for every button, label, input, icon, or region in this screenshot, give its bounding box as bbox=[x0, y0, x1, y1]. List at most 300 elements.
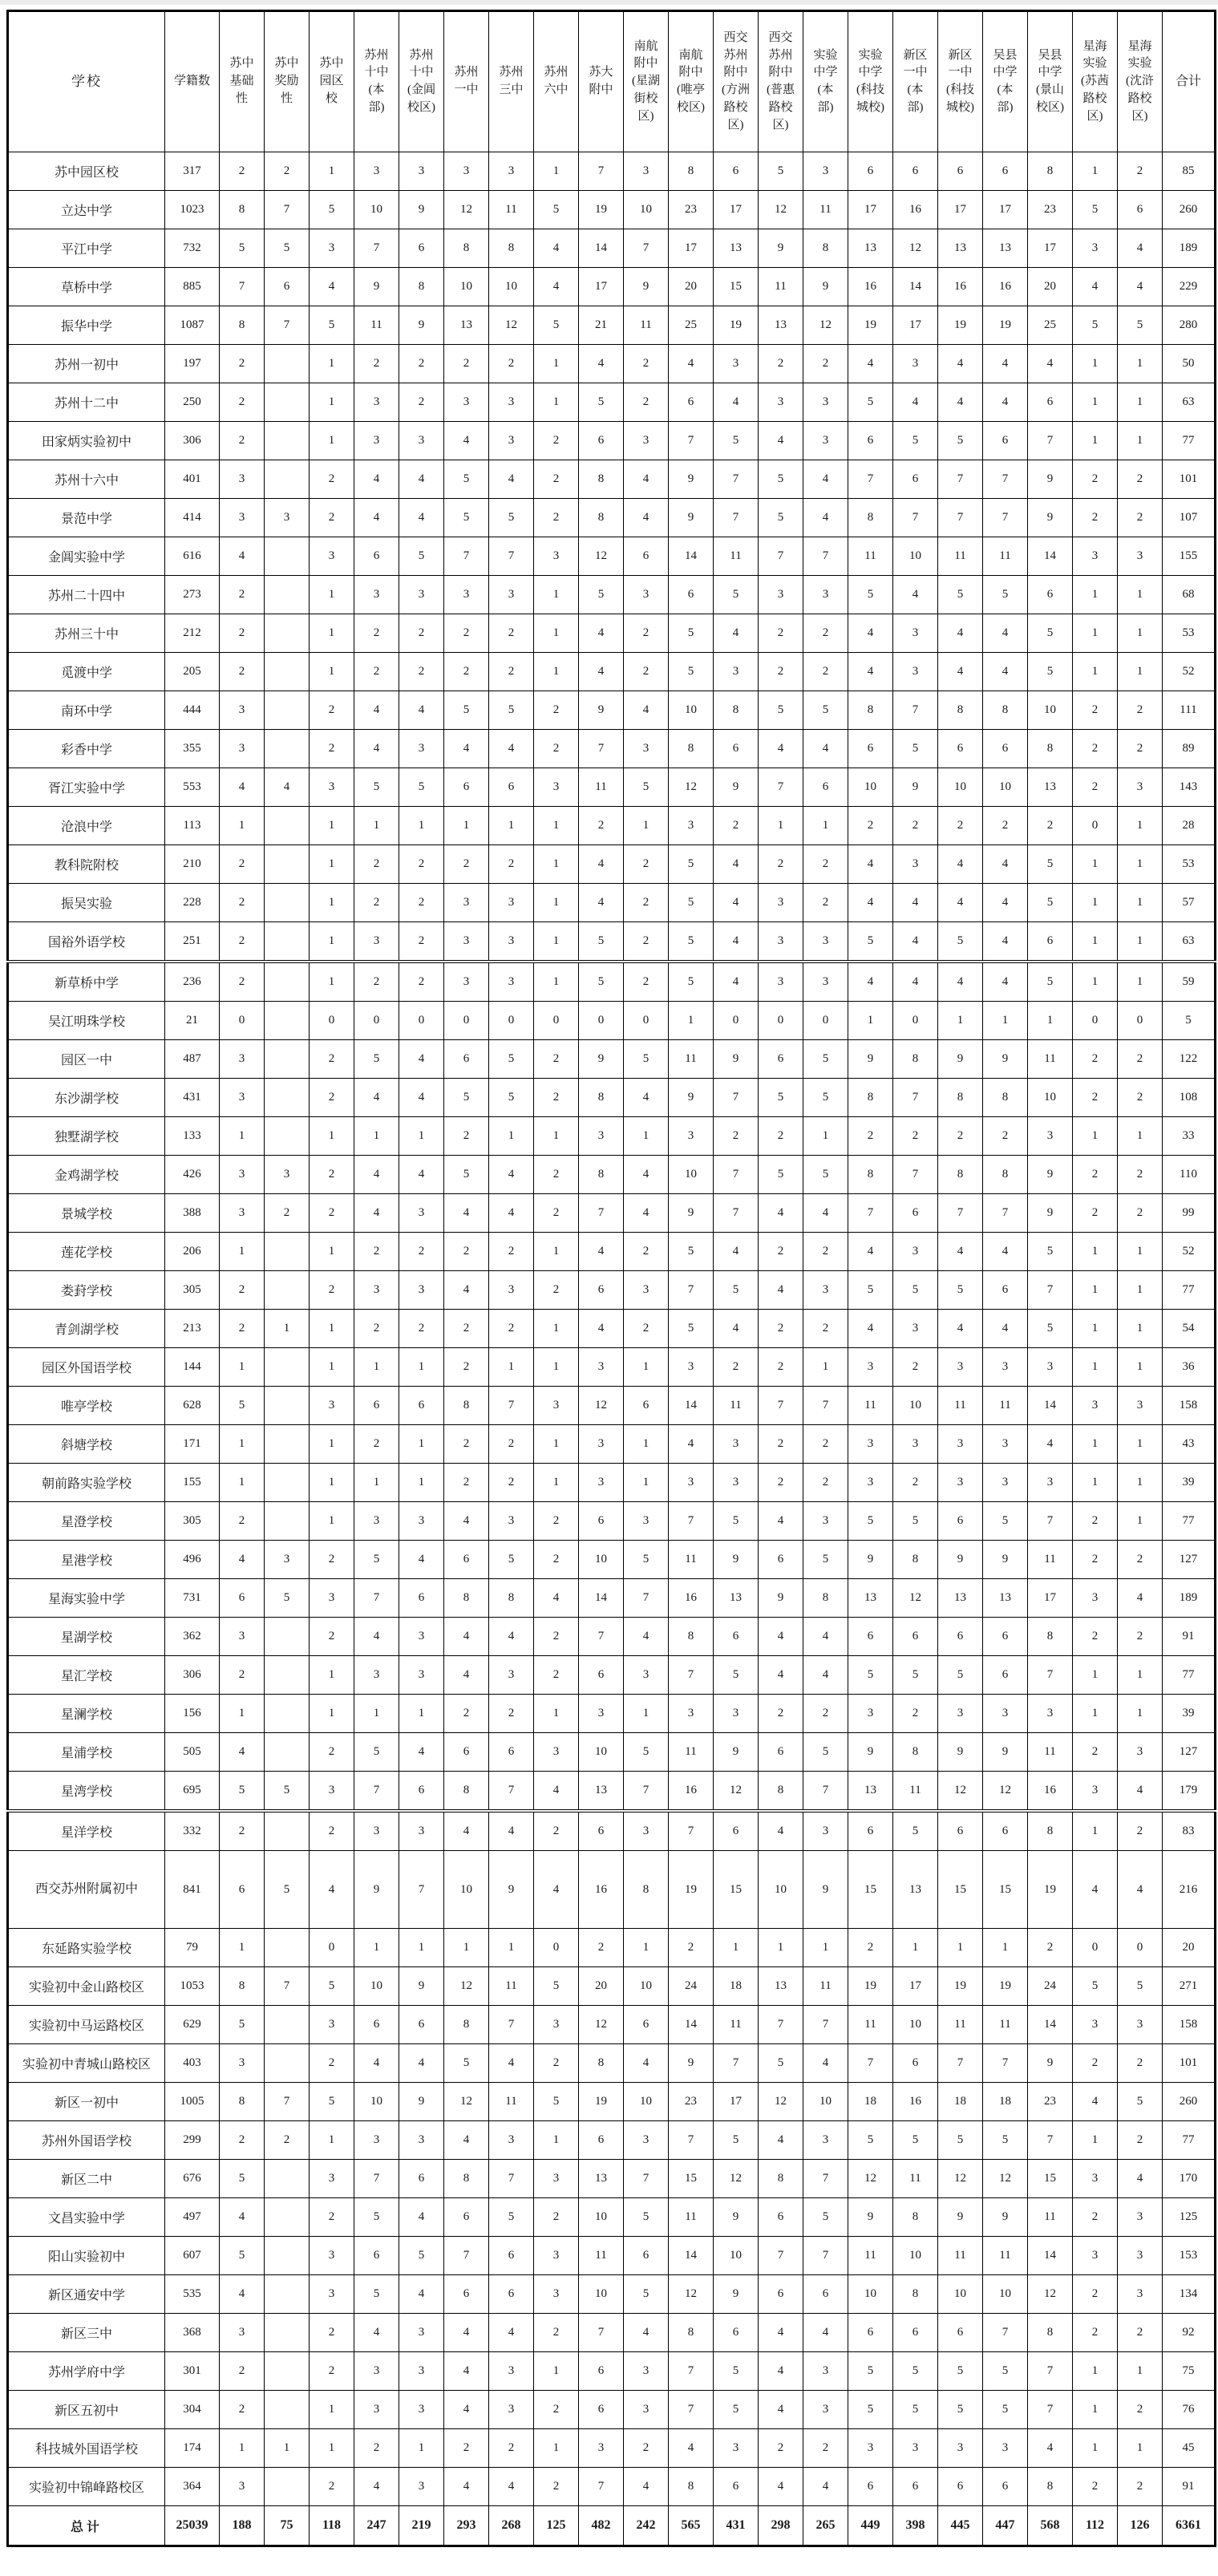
value-cell: 5 bbox=[893, 1656, 938, 1695]
value-cell: 5 bbox=[624, 1541, 669, 1579]
value-cell: 9 bbox=[938, 1733, 983, 1772]
value-cell: 158 bbox=[1163, 2006, 1216, 2044]
header-destination-school: 苏州一中 bbox=[444, 11, 489, 152]
value-cell: 6 bbox=[848, 2314, 893, 2352]
header-destination-school: 西交苏州附中(普惠路校区) bbox=[759, 11, 803, 152]
value-cell: 12 bbox=[489, 306, 534, 345]
value-cell: 2 bbox=[669, 1929, 714, 1967]
value-cell: 7 bbox=[669, 1656, 714, 1695]
value-cell: 1 bbox=[534, 2352, 579, 2391]
value-cell: 11 bbox=[983, 2006, 1028, 2044]
value-cell: 10 bbox=[444, 1851, 489, 1929]
value-cell: 2 bbox=[220, 422, 265, 460]
value-cell: 5 bbox=[310, 191, 354, 229]
value-cell: 3 bbox=[489, 422, 534, 460]
value-cell: 4 bbox=[624, 1194, 669, 1233]
value-cell: 4 bbox=[759, 1656, 803, 1695]
value-cell: 3 bbox=[534, 2275, 579, 2314]
header-destination-school: 西交苏州附中(方洲路校区) bbox=[714, 11, 759, 152]
value-cell: 12 bbox=[759, 2083, 803, 2121]
value-cell: 16 bbox=[579, 1851, 624, 1929]
value-cell: 3 bbox=[354, 1502, 399, 1541]
value-cell: 2 bbox=[759, 345, 803, 383]
header-destination-school: 星海实验(苏茜路校区) bbox=[1073, 11, 1118, 152]
value-cell: 4 bbox=[354, 730, 399, 768]
value-cell: 6 bbox=[893, 2468, 938, 2506]
value-cell: 4 bbox=[489, 460, 534, 499]
value-cell: 2 bbox=[534, 1194, 579, 1233]
value-cell: 2 bbox=[399, 845, 444, 884]
value-cell: 5 bbox=[759, 2044, 803, 2083]
value-cell: 7 bbox=[938, 1194, 983, 1233]
value-cell: 6 bbox=[669, 383, 714, 422]
value-cell: 3 bbox=[220, 460, 265, 499]
value-cell: 23 bbox=[1028, 191, 1073, 229]
header-registration-count: 学籍数 bbox=[165, 11, 220, 152]
value-cell: 77 bbox=[1163, 1502, 1216, 1541]
value-cell: 13 bbox=[983, 229, 1028, 268]
value-cell: 5 bbox=[803, 1156, 848, 1194]
value-cell: 8 bbox=[848, 1156, 893, 1194]
table-row bbox=[8, 499, 1216, 537]
value-cell: 6 bbox=[579, 1656, 624, 1695]
value-cell bbox=[265, 2275, 310, 2314]
value-cell: 4 bbox=[938, 614, 983, 653]
value-cell: 9 bbox=[714, 1733, 759, 1772]
value-cell bbox=[265, 1079, 310, 1117]
value-cell: 1 bbox=[534, 152, 579, 191]
value-cell: 4 bbox=[848, 653, 893, 691]
value-cell: 1 bbox=[1118, 845, 1163, 884]
value-cell: 7 bbox=[714, 2044, 759, 2083]
school-name-cell: 文昌实验中学 bbox=[8, 2198, 165, 2237]
value-cell: 1 bbox=[1118, 576, 1163, 614]
value-cell: 1 bbox=[220, 1929, 265, 1967]
value-cell: 9 bbox=[399, 191, 444, 229]
value-cell: 11 bbox=[669, 2198, 714, 2237]
value-cell: 2 bbox=[534, 1541, 579, 1579]
value-cell: 5 bbox=[669, 922, 714, 962]
value-cell: 3 bbox=[714, 653, 759, 691]
value-cell: 4 bbox=[938, 1233, 983, 1271]
header-destination-school: 苏州六中 bbox=[534, 11, 579, 152]
value-cell: 1005 bbox=[165, 2083, 220, 2121]
value-cell: 8 bbox=[669, 2468, 714, 2506]
value-cell: 1 bbox=[1073, 1348, 1118, 1387]
value-cell: 9 bbox=[714, 2198, 759, 2237]
value-cell: 1 bbox=[220, 1233, 265, 1271]
value-cell: 5 bbox=[1028, 884, 1073, 922]
value-cell: 13 bbox=[759, 306, 803, 345]
value-cell: 10 bbox=[354, 1967, 399, 2006]
value-cell: 5 bbox=[803, 1733, 848, 1772]
value-cell: 1 bbox=[624, 1464, 669, 1502]
value-cell: 1 bbox=[310, 962, 354, 1002]
value-cell: 2 bbox=[759, 1695, 803, 1733]
value-cell: 2 bbox=[534, 2468, 579, 2506]
value-cell: 3 bbox=[983, 1464, 1028, 1502]
value-cell: 5 bbox=[759, 691, 803, 730]
school-name-cell: 斜塘学校 bbox=[8, 1425, 165, 1464]
school-name-cell: 科技城外国语学校 bbox=[8, 2429, 165, 2468]
value-cell: 4 bbox=[803, 2468, 848, 2506]
value-cell: 841 bbox=[165, 1851, 220, 1929]
value-cell: 216 bbox=[1163, 1851, 1216, 1929]
value-cell: 2 bbox=[399, 614, 444, 653]
value-cell: 3 bbox=[220, 1040, 265, 1079]
value-cell: 9 bbox=[983, 1541, 1028, 1579]
value-cell: 2 bbox=[579, 807, 624, 845]
school-quota-allocation-table bbox=[6, 10, 1216, 2547]
school-name-cell: 振吴实验 bbox=[8, 884, 165, 922]
value-cell: 11 bbox=[938, 2006, 983, 2044]
value-cell: 2 bbox=[220, 152, 265, 191]
value-cell: 4 bbox=[893, 962, 938, 1002]
table-row bbox=[8, 1348, 1216, 1387]
value-cell: 9 bbox=[624, 268, 669, 306]
value-cell: 8 bbox=[220, 191, 265, 229]
value-cell: 629 bbox=[165, 2006, 220, 2044]
value-cell: 2 bbox=[893, 807, 938, 845]
value-cell: 1 bbox=[534, 2429, 579, 2468]
value-cell: 3 bbox=[759, 884, 803, 922]
value-cell: 7 bbox=[759, 2006, 803, 2044]
value-cell: 8 bbox=[444, 2006, 489, 2044]
value-cell: 11 bbox=[938, 537, 983, 576]
value-cell: 4 bbox=[354, 2044, 399, 2083]
value-cell: 2 bbox=[220, 614, 265, 653]
value-cell: 1 bbox=[354, 1695, 399, 1733]
value-cell: 2 bbox=[1073, 1502, 1118, 1541]
value-cell: 5 bbox=[893, 2352, 938, 2391]
value-cell: 5 bbox=[220, 1772, 265, 1812]
value-cell: 9 bbox=[938, 2198, 983, 2237]
value-cell: 7 bbox=[624, 2160, 669, 2198]
value-cell: 0 bbox=[444, 1002, 489, 1040]
value-cell: 7 bbox=[714, 460, 759, 499]
value-cell: 2 bbox=[399, 653, 444, 691]
table-row bbox=[8, 1967, 1216, 2006]
value-cell: 59 bbox=[1163, 962, 1216, 1002]
value-cell: 2 bbox=[893, 1464, 938, 1502]
value-cell: 2 bbox=[983, 1117, 1028, 1156]
value-cell: 6 bbox=[399, 1772, 444, 1812]
value-cell: 4 bbox=[714, 614, 759, 653]
value-cell: 12 bbox=[893, 1579, 938, 1618]
value-cell: 6 bbox=[354, 537, 399, 576]
value-cell: 3 bbox=[489, 922, 534, 962]
value-cell: 6 bbox=[489, 768, 534, 807]
school-name-cell: 星湾学校 bbox=[8, 1772, 165, 1812]
value-cell: 1 bbox=[534, 962, 579, 1002]
value-cell: 210 bbox=[165, 845, 220, 884]
value-cell: 2 bbox=[354, 653, 399, 691]
value-cell: 10 bbox=[848, 2275, 893, 2314]
value-cell: 12 bbox=[759, 191, 803, 229]
school-name-cell: 西交苏州附属初中 bbox=[8, 1851, 165, 1929]
value-cell: 3 bbox=[399, 2121, 444, 2160]
value-cell: 205 bbox=[165, 653, 220, 691]
value-cell: 4 bbox=[489, 1156, 534, 1194]
value-cell: 5 bbox=[354, 1541, 399, 1579]
value-cell: 155 bbox=[165, 1464, 220, 1502]
value-cell: 7 bbox=[489, 1387, 534, 1425]
value-cell: 5 bbox=[1118, 1967, 1163, 2006]
value-cell: 5 bbox=[938, 1271, 983, 1310]
value-cell: 3 bbox=[983, 1425, 1028, 1464]
value-cell: 3 bbox=[399, 1811, 444, 1851]
value-cell: 3 bbox=[1118, 2198, 1163, 2237]
value-cell: 11 bbox=[983, 537, 1028, 576]
value-cell: 5 bbox=[579, 922, 624, 962]
header-destination-school: 新区一中(科技城校) bbox=[938, 11, 983, 152]
value-cell: 2 bbox=[354, 2429, 399, 2468]
table-row bbox=[8, 2083, 1216, 2121]
value-cell: 1 bbox=[534, 845, 579, 884]
table-row bbox=[8, 884, 1216, 922]
value-cell: 3 bbox=[624, 1271, 669, 1310]
value-cell: 4 bbox=[579, 345, 624, 383]
value-cell bbox=[265, 1733, 310, 1772]
table-row bbox=[8, 1117, 1216, 1156]
value-cell: 8 bbox=[848, 691, 893, 730]
value-cell: 1 bbox=[1073, 1695, 1118, 1733]
value-cell: 2 bbox=[1073, 1541, 1118, 1579]
value-cell: 7 bbox=[579, 152, 624, 191]
value-cell: 2 bbox=[534, 1618, 579, 1656]
value-cell: 6 bbox=[938, 1502, 983, 1541]
value-cell: 6 bbox=[444, 1733, 489, 1772]
value-cell: 2 bbox=[444, 1464, 489, 1502]
value-cell: 212 bbox=[165, 614, 220, 653]
value-cell: 2 bbox=[399, 922, 444, 962]
value-cell: 11 bbox=[1028, 1733, 1073, 1772]
value-cell: 8 bbox=[1028, 2468, 1073, 2506]
value-cell: 2 bbox=[1118, 691, 1163, 730]
value-cell: 3 bbox=[220, 1079, 265, 1117]
value-cell: 4 bbox=[669, 2429, 714, 2468]
table-row bbox=[8, 691, 1216, 730]
value-cell: 3 bbox=[1073, 2237, 1118, 2275]
value-cell: 676 bbox=[165, 2160, 220, 2198]
value-cell: 5 bbox=[444, 1156, 489, 1194]
value-cell: 6 bbox=[714, 2468, 759, 2506]
value-cell: 6 bbox=[938, 152, 983, 191]
value-cell: 10 bbox=[579, 2275, 624, 2314]
value-cell: 2 bbox=[534, 1811, 579, 1851]
value-cell: 9 bbox=[714, 2275, 759, 2314]
value-cell: 3 bbox=[489, 2352, 534, 2391]
value-cell: 2 bbox=[534, 1656, 579, 1695]
value-cell: 4 bbox=[848, 884, 893, 922]
value-cell: 4 bbox=[1118, 268, 1163, 306]
value-cell: 1 bbox=[310, 2429, 354, 2468]
value-cell: 2 bbox=[1073, 1040, 1118, 1079]
value-cell: 4 bbox=[220, 1541, 265, 1579]
value-cell: 4 bbox=[354, 1618, 399, 1656]
value-cell: 3 bbox=[893, 2429, 938, 2468]
value-cell: 11 bbox=[938, 1387, 983, 1425]
value-cell: 5 bbox=[489, 1079, 534, 1117]
value-cell: 2 bbox=[624, 845, 669, 884]
value-cell: 12 bbox=[803, 306, 848, 345]
value-cell: 4 bbox=[803, 730, 848, 768]
value-cell: 2 bbox=[1028, 807, 1073, 845]
value-cell: 2 bbox=[310, 691, 354, 730]
value-cell: 10 bbox=[354, 191, 399, 229]
value-cell: 6 bbox=[848, 422, 893, 460]
value-cell: 7 bbox=[669, 1271, 714, 1310]
value-cell: 6 bbox=[1028, 922, 1073, 962]
value-cell: 4 bbox=[759, 2121, 803, 2160]
value-cell: 7 bbox=[444, 537, 489, 576]
value-cell: 2 bbox=[534, 2314, 579, 2352]
value-cell: 1 bbox=[444, 807, 489, 845]
value-cell: 1 bbox=[310, 1464, 354, 1502]
value-cell: 268 bbox=[489, 2506, 534, 2546]
value-cell: 4 bbox=[759, 2314, 803, 2352]
value-cell: 23 bbox=[669, 191, 714, 229]
value-cell: 2 bbox=[759, 1425, 803, 1464]
value-cell bbox=[265, 345, 310, 383]
value-cell: 7 bbox=[803, 537, 848, 576]
value-cell: 15 bbox=[714, 1851, 759, 1929]
value-cell: 11 bbox=[803, 191, 848, 229]
value-cell: 2 bbox=[310, 460, 354, 499]
value-cell: 1 bbox=[1073, 1117, 1118, 1156]
school-name-cell: 青剑湖学校 bbox=[8, 1310, 165, 1348]
value-cell: 3 bbox=[220, 2044, 265, 2083]
value-cell: 6 bbox=[624, 2006, 669, 2044]
value-cell: 260 bbox=[1163, 191, 1216, 229]
value-cell: 2 bbox=[1118, 460, 1163, 499]
value-cell: 5 bbox=[983, 2121, 1028, 2160]
value-cell: 2 bbox=[220, 345, 265, 383]
value-cell: 236 bbox=[165, 962, 220, 1002]
value-cell: 1 bbox=[624, 807, 669, 845]
value-cell: 0 bbox=[354, 1002, 399, 1040]
value-cell: 3 bbox=[489, 383, 534, 422]
value-cell bbox=[265, 884, 310, 922]
header-destination-school: 苏中基础性 bbox=[220, 11, 265, 152]
value-cell: 6 bbox=[444, 2275, 489, 2314]
value-cell: 11 bbox=[354, 306, 399, 345]
value-cell: 39 bbox=[1163, 1695, 1216, 1733]
value-cell: 9 bbox=[714, 1040, 759, 1079]
table-row bbox=[8, 1811, 1216, 1851]
value-cell: 5 bbox=[848, 1656, 893, 1695]
value-cell: 4 bbox=[624, 2044, 669, 2083]
table-row bbox=[8, 730, 1216, 768]
value-cell: 1 bbox=[399, 1929, 444, 1967]
value-cell: 10 bbox=[848, 768, 893, 807]
value-cell: 6 bbox=[759, 1541, 803, 1579]
value-cell: 14 bbox=[669, 2006, 714, 2044]
value-cell: 3 bbox=[310, 2006, 354, 2044]
value-cell: 19 bbox=[938, 1967, 983, 2006]
value-cell: 8 bbox=[848, 499, 893, 537]
value-cell: 6 bbox=[354, 2006, 399, 2044]
value-cell: 7 bbox=[489, 2160, 534, 2198]
total-row bbox=[8, 2506, 1216, 2546]
header-destination-school: 南航附中(星湖街校区) bbox=[624, 11, 669, 152]
value-cell: 2 bbox=[759, 1348, 803, 1387]
table-row bbox=[8, 1733, 1216, 1772]
value-cell: 125 bbox=[534, 2506, 579, 2546]
value-cell: 3 bbox=[714, 1425, 759, 1464]
value-cell: 16 bbox=[848, 268, 893, 306]
value-cell: 7 bbox=[714, 499, 759, 537]
value-cell: 3 bbox=[983, 2429, 1028, 2468]
value-cell: 7 bbox=[669, 1811, 714, 1851]
value-cell: 156 bbox=[165, 1695, 220, 1733]
value-cell: 14 bbox=[1028, 2006, 1073, 2044]
value-cell: 5 bbox=[534, 306, 579, 345]
header-destination-school: 苏大附中 bbox=[579, 11, 624, 152]
value-cell bbox=[265, 1425, 310, 1464]
value-cell: 2 bbox=[534, 730, 579, 768]
value-cell: 5 bbox=[1028, 653, 1073, 691]
value-cell: 219 bbox=[399, 2506, 444, 2546]
value-cell: 1 bbox=[1073, 2429, 1118, 2468]
value-cell: 10 bbox=[354, 2083, 399, 2121]
value-cell: 2 bbox=[1073, 1156, 1118, 1194]
value-cell: 9 bbox=[1028, 2044, 1073, 2083]
value-cell: 1 bbox=[310, 1117, 354, 1156]
value-cell: 0 bbox=[310, 1929, 354, 1967]
value-cell: 2 bbox=[444, 1310, 489, 1348]
value-cell: 2 bbox=[759, 1464, 803, 1502]
value-cell: 2 bbox=[803, 1233, 848, 1271]
value-cell: 14 bbox=[1028, 537, 1073, 576]
value-cell: 2 bbox=[310, 1040, 354, 1079]
value-cell: 3 bbox=[714, 1695, 759, 1733]
school-name-cell: 苏州一初中 bbox=[8, 345, 165, 383]
value-cell: 2 bbox=[354, 1310, 399, 1348]
value-cell: 12 bbox=[938, 2160, 983, 2198]
value-cell: 1 bbox=[220, 1464, 265, 1502]
value-cell: 535 bbox=[165, 2275, 220, 2314]
value-cell: 189 bbox=[1163, 229, 1216, 268]
value-cell: 4 bbox=[848, 1233, 893, 1271]
value-cell: 1 bbox=[983, 1002, 1028, 1040]
value-cell: 1 bbox=[803, 1929, 848, 1967]
value-cell: 9 bbox=[803, 268, 848, 306]
value-cell: 7 bbox=[1028, 1502, 1073, 1541]
value-cell: 2 bbox=[1073, 1618, 1118, 1656]
value-cell: 4 bbox=[220, 537, 265, 576]
value-cell: 2 bbox=[1118, 1541, 1163, 1579]
value-cell: 5 bbox=[848, 922, 893, 962]
value-cell: 3 bbox=[220, 691, 265, 730]
value-cell: 16 bbox=[669, 1772, 714, 1812]
header-school: 学校 bbox=[8, 11, 165, 152]
value-cell: 14 bbox=[893, 268, 938, 306]
value-cell: 12 bbox=[579, 537, 624, 576]
value-cell: 6 bbox=[579, 422, 624, 460]
value-cell: 11 bbox=[983, 2237, 1028, 2275]
school-name-cell: 教科院附校 bbox=[8, 845, 165, 884]
value-cell: 5 bbox=[354, 2198, 399, 2237]
value-cell: 1 bbox=[310, 845, 354, 884]
value-cell: 403 bbox=[165, 2044, 220, 2083]
value-cell: 6 bbox=[848, 152, 893, 191]
value-cell: 10 bbox=[579, 1541, 624, 1579]
value-cell: 2 bbox=[265, 152, 310, 191]
value-cell: 19 bbox=[714, 306, 759, 345]
value-cell: 487 bbox=[165, 1040, 220, 1079]
value-cell: 12 bbox=[444, 1967, 489, 2006]
